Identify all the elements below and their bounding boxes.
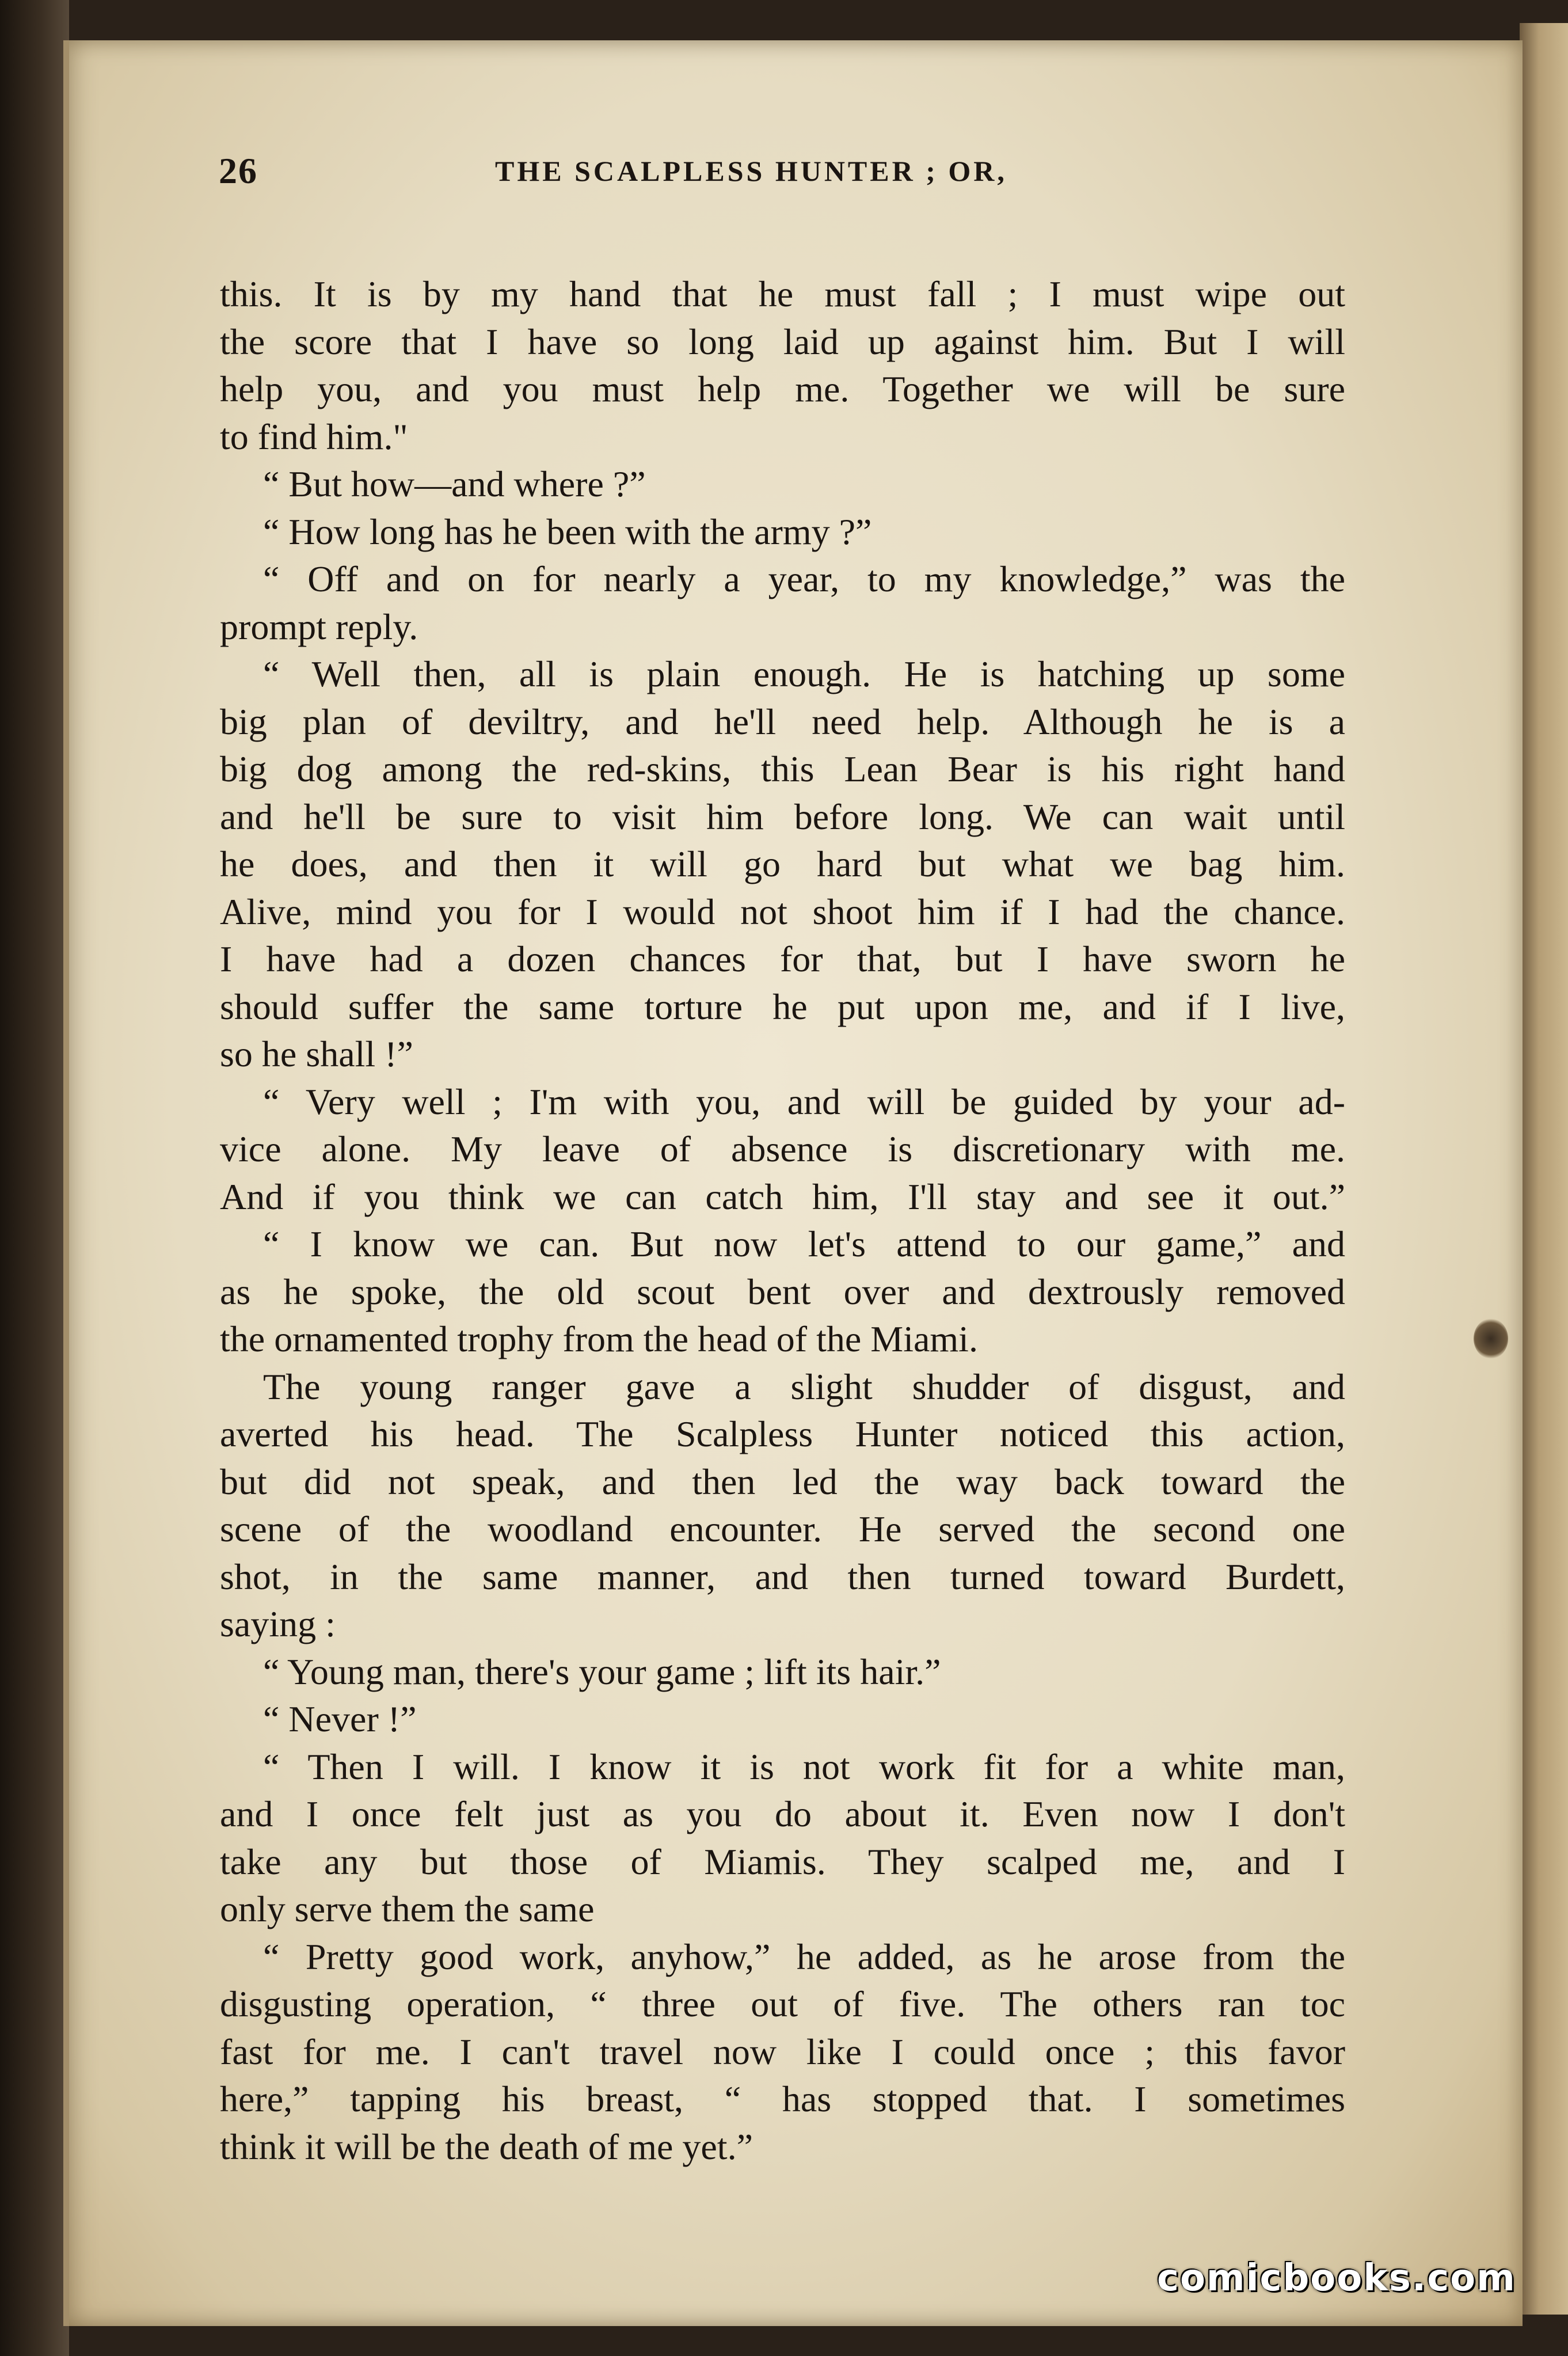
text-line: big plan of deviltry, and he'll need help. Although he is a bbox=[220, 701, 1345, 742]
text-line: “ Very well ; I'm with you, and will be guided by your ad- bbox=[263, 1081, 1345, 1122]
text-line: “ But how—and where ?” bbox=[263, 463, 646, 504]
text-line: help you, and you must help me. Together we will be sure bbox=[220, 368, 1345, 409]
text-line: “ Young man, there's your game ; lift its hair.” bbox=[263, 1651, 941, 1692]
text-line: but did not speak, and then led the way back toward the bbox=[220, 1461, 1345, 1502]
page-number: 26 bbox=[219, 150, 258, 191]
text-line: take any but those of Miamis. They scalped me, and I bbox=[220, 1841, 1345, 1882]
site-watermark: comicbooks.com bbox=[1157, 2257, 1516, 2300]
text-line: to find him." bbox=[220, 416, 408, 457]
text-line: disgusting operation, “ three out of five. The others ran toc bbox=[220, 1983, 1345, 2024]
text-line: and he'll be sure to visit him before long. We can wait until bbox=[220, 796, 1345, 837]
text-line: should suffer the same torture he put upon me, and if I live, bbox=[220, 986, 1345, 1027]
text-line: “ Off and on for nearly a year, to my knowledge,” was the bbox=[263, 558, 1345, 599]
text-line: Alive, mind you for I would not shoot him if I had the chance. bbox=[220, 891, 1345, 932]
text-line: “ Never !” bbox=[263, 1698, 417, 1739]
text-line: “ I know we can. But now let's attend to our game,” and bbox=[263, 1223, 1345, 1264]
text-line: “ Pretty good work, anyhow,” he added, as he arose from the bbox=[263, 1936, 1345, 1977]
text-line: “ Then I will. I know it is not work fit for a white man, bbox=[263, 1746, 1345, 1787]
text-line: “ Well then, all is plain enough. He is hatching up some bbox=[263, 653, 1345, 694]
text-line: big dog among the red-skins, this Lean Bear is his right hand bbox=[220, 748, 1345, 789]
text-line: averted his head. The Scalpless Hunter noticed this action, bbox=[220, 1413, 1345, 1454]
text-line: so he shall !” bbox=[220, 1033, 413, 1074]
page-tear bbox=[1474, 1318, 1508, 1359]
text-line: as he spoke, the old scout bent over and dextrously removed bbox=[220, 1271, 1345, 1312]
adjacent-page-edge bbox=[1520, 23, 1568, 2315]
text-line: prompt reply. bbox=[220, 606, 418, 647]
running-title: THE SCALPLESS HUNTER ; OR, bbox=[495, 155, 1007, 187]
text-line: The young ranger gave a slight shudder of disgust, and bbox=[263, 1366, 1345, 1407]
text-line: he does, and then it will go hard but what we bag him. bbox=[220, 843, 1345, 884]
text-line: saying : bbox=[220, 1603, 336, 1644]
text-line: shot, in the same manner, and then turned toward Burdett, bbox=[220, 1556, 1345, 1597]
text-line: here,” tapping his breast, “ has stopped that. I sometimes bbox=[220, 2078, 1345, 2119]
text-line: fast for me. I can't travel now like I could once ; this favor bbox=[220, 2031, 1345, 2072]
text-line: And if you think we can catch him, I'll stay and see it out.” bbox=[220, 1176, 1345, 1217]
book-gutter bbox=[0, 0, 69, 2356]
text-line: the score that I have so long laid up against him. But I will bbox=[220, 321, 1345, 362]
text-line: vice alone. My leave of absence is discretionary with me. bbox=[220, 1128, 1345, 1169]
text-line: only serve them the same bbox=[220, 1888, 595, 1929]
body-text bbox=[220, 271, 1345, 2171]
text-line: “ How long has he been with the army ?” bbox=[263, 511, 872, 552]
text-line: think it will be the death of me yet.” bbox=[220, 2126, 753, 2167]
text-line: the ornamented trophy from the head of the Miami. bbox=[220, 1318, 978, 1359]
text-line: and I once felt just as you do about it. Even now I don't bbox=[220, 1793, 1345, 1834]
running-head bbox=[219, 150, 1347, 213]
text-line: scene of the woodland encounter. He served the second one bbox=[220, 1508, 1345, 1549]
text-line: I have had a dozen chances for that, but I have sworn he bbox=[220, 938, 1345, 979]
text-line: this. It is by my hand that he must fall ; I must wipe out bbox=[220, 273, 1345, 314]
